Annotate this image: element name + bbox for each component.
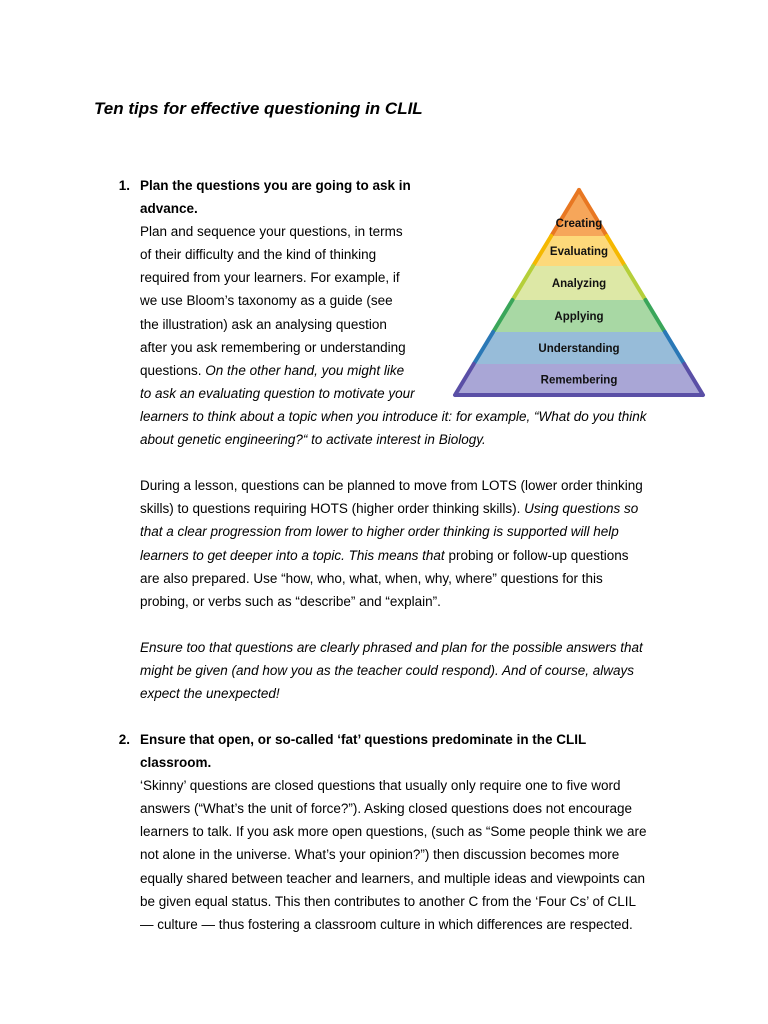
body-line: required from your learners. For example, if xyxy=(140,270,400,286)
tip-heading: Ensure that open, or so-called ‘fat’ questions predominate in the CLIL xyxy=(140,732,587,747)
body-line: probing, or verbs such as “describe” and “explain”. xyxy=(140,593,441,609)
pyramid-label: Remembering xyxy=(540,374,618,387)
body-line: to ask an evaluating question to motivate your xyxy=(140,385,415,401)
body-line: learners to think about a topic when you introduce it: for example, “What do you think xyxy=(140,408,647,424)
body-line: equally shared between teacher and learners, and multiple ideas and viewpoints can xyxy=(140,870,646,886)
pyramid-label: Creating xyxy=(555,218,603,230)
body-text-italic: Using questions so xyxy=(524,501,639,517)
body-line xyxy=(140,544,647,567)
body-line: of their difficulty and the kind of thinking xyxy=(140,247,377,263)
body-text-italic: On the other hand, you might like xyxy=(205,362,405,378)
tip-heading: classroom. xyxy=(140,755,212,771)
tip-heading: advance. xyxy=(140,201,198,217)
document-title: Ten tips for effective questioning in CLIL xyxy=(94,99,423,118)
body-text: probing or follow-up questions xyxy=(444,547,629,563)
body-line: be given equal status. This then contributes to another C from the ‘Four Cs’ of CLIL xyxy=(140,893,637,909)
body-line xyxy=(140,497,647,520)
body-line: answers (“What’s the unit of force?”). Asking closed questions does not encourage xyxy=(140,801,633,817)
body-line: — culture — thus fostering a classroom culture in which differences are respected. xyxy=(140,916,633,932)
body-line: are also prepared. Use “how, who, what, when, why, where” questions for this xyxy=(140,570,603,586)
body-text-italic: learners to get deeper into a topic. This means that xyxy=(140,547,445,563)
body-line: learners to talk. If you ask more open questions, (such as “Some people think we are xyxy=(140,824,647,840)
body-line: Ensure too that questions are clearly phrased and plan for the possible answers that xyxy=(140,639,643,655)
body-line: after you ask remembering or understanding xyxy=(140,339,406,355)
tip-number: 1. xyxy=(118,178,130,193)
pyramid-label: Applying xyxy=(554,311,604,323)
body-line: During a lesson, questions can be planned to move from LOTS (lower order thinking xyxy=(140,478,643,494)
body-line: Plan and sequence your questions, in terms xyxy=(140,224,403,240)
body-line: that a clear progression from lower to higher order thinking is supported will help xyxy=(140,524,619,540)
blooms-taxonomy-pyramid xyxy=(452,186,708,400)
body-text: questions. xyxy=(140,362,206,378)
body-line: ‘Skinny’ questions are closed questions that usually only require one to five word xyxy=(140,778,621,794)
tip2-body xyxy=(140,728,647,936)
tip-number: 2. xyxy=(118,732,130,747)
pyramid-label: Understanding xyxy=(538,343,620,355)
body-line: expect the unexpected! xyxy=(140,686,280,702)
pyramid-label: Evaluating xyxy=(549,246,609,258)
body-line: not alone in the universe. What’s your opinion?”) then discussion becomes more xyxy=(140,847,620,863)
body-text: skills) to questions requiring HOTS (higher order thinking skills). xyxy=(140,501,525,517)
body-line: we use Bloom’s taxonomy as a guide (see xyxy=(140,293,393,309)
body-line: about genetic engineering?“ to activate interest in Biology. xyxy=(140,432,486,448)
pyramid-label: Analyzing xyxy=(551,278,607,290)
body-line: might be given (and how you as the teacher could respond). And of course, always xyxy=(140,662,635,678)
body-line: the illustration) ask an analysing question xyxy=(140,316,387,332)
tip-heading: Plan the questions you are going to ask in xyxy=(140,178,411,193)
